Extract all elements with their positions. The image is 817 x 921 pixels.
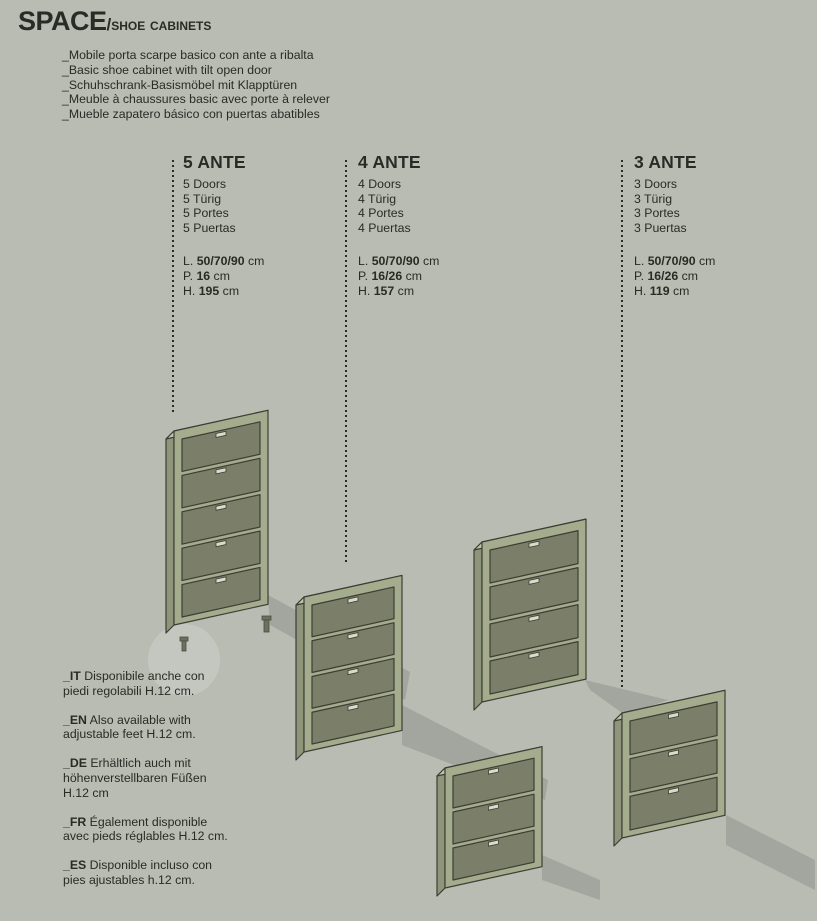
model-lang: 3 Puertas <box>634 221 687 236</box>
model-lang: 5 Doors <box>183 176 227 191</box>
model-title: 4 ANTE <box>358 152 421 172</box>
description-line: _Schuhschrank-Basismöbel mit Klapptüren <box>62 77 298 92</box>
model-lang: 4 Türig <box>358 191 397 206</box>
dimension-height: H. 157 cm <box>358 283 415 298</box>
dimension-length: L. 50/70/90 cm <box>183 253 265 268</box>
model-5-ante <box>183 152 265 298</box>
description-line: _Basic shoe cabinet with tilt open door <box>62 62 272 77</box>
model-lang: 3 Türig <box>634 191 673 206</box>
dimension-depth: P. 16/26 cm <box>634 268 699 283</box>
cabinet-5-ante <box>166 410 268 633</box>
adjustable-feet-notes <box>63 669 228 902</box>
cabinet-side <box>474 542 482 710</box>
cabinet-shadow <box>726 815 815 890</box>
cabinet-4-ante-small <box>474 519 586 710</box>
model-lang: 5 Puertas <box>183 221 236 236</box>
dimension-height: H. 195 cm <box>183 283 240 298</box>
dimension-length: L. 50/70/90 cm <box>358 253 440 268</box>
dimension-depth: P. 16 cm <box>183 268 230 283</box>
description-line: _Mobile porta scarpe basico con ante a ribalta <box>62 48 314 62</box>
cabinet-3-ante-small <box>437 747 542 896</box>
brand-name: SPACE <box>18 6 107 36</box>
feet-note-en: _EN Also available with adjustable feet H.12 cm. <box>63 712 196 742</box>
model-lang: 5 Portes <box>183 206 229 221</box>
page-title <box>18 6 211 37</box>
model-title: 5 ANTE <box>183 152 246 172</box>
cabinet-side <box>296 597 304 760</box>
model-lang: 4 Doors <box>358 176 402 191</box>
cabinet-3-ante-large <box>614 690 725 846</box>
model-3-ante <box>634 152 716 298</box>
description-line: _Meuble à chaussures basic avec porte à relever <box>62 92 330 107</box>
dimension-depth: P. 16/26 cm <box>358 268 423 283</box>
feet-note-fr: _FR Également disponible avec pieds réglables H.12 cm. <box>63 814 228 844</box>
model-title: 3 ANTE <box>634 152 697 172</box>
model-lang: 3 Doors <box>634 176 678 191</box>
model-lang: 3 Portes <box>634 206 680 221</box>
cabinet-side <box>437 768 445 896</box>
model-lang: 5 Türig <box>183 191 222 206</box>
dimension-length: L. 50/70/90 cm <box>634 253 716 268</box>
feet-note-es: _ES Disponible incluso con pies ajustables h.12 cm. <box>63 858 213 887</box>
product-description <box>62 48 330 122</box>
brand-subtitle: /shoe cabinets <box>106 15 212 34</box>
model-4-ante <box>358 152 440 298</box>
cabinet-side <box>166 431 174 633</box>
model-lang: 4 Portes <box>358 206 404 221</box>
cabinet-side <box>614 713 622 846</box>
feet-note-it: _IT Disponibile anche con piedi regolabili H.12 cm. <box>63 669 205 698</box>
feet-note-de: _DE Erhältlich auch mit höhenverstellbaren Füßen H.12 cm <box>63 756 207 800</box>
adjustable-foot-icon <box>262 616 271 632</box>
description-line: _Mueble zapatero básico con puertas abatibles <box>62 107 320 122</box>
dimension-height: H. 119 cm <box>634 283 690 298</box>
cabinet-4-ante-large <box>296 575 402 760</box>
model-lang: 4 Puertas <box>358 221 411 236</box>
cabinet-shadow <box>542 855 600 900</box>
